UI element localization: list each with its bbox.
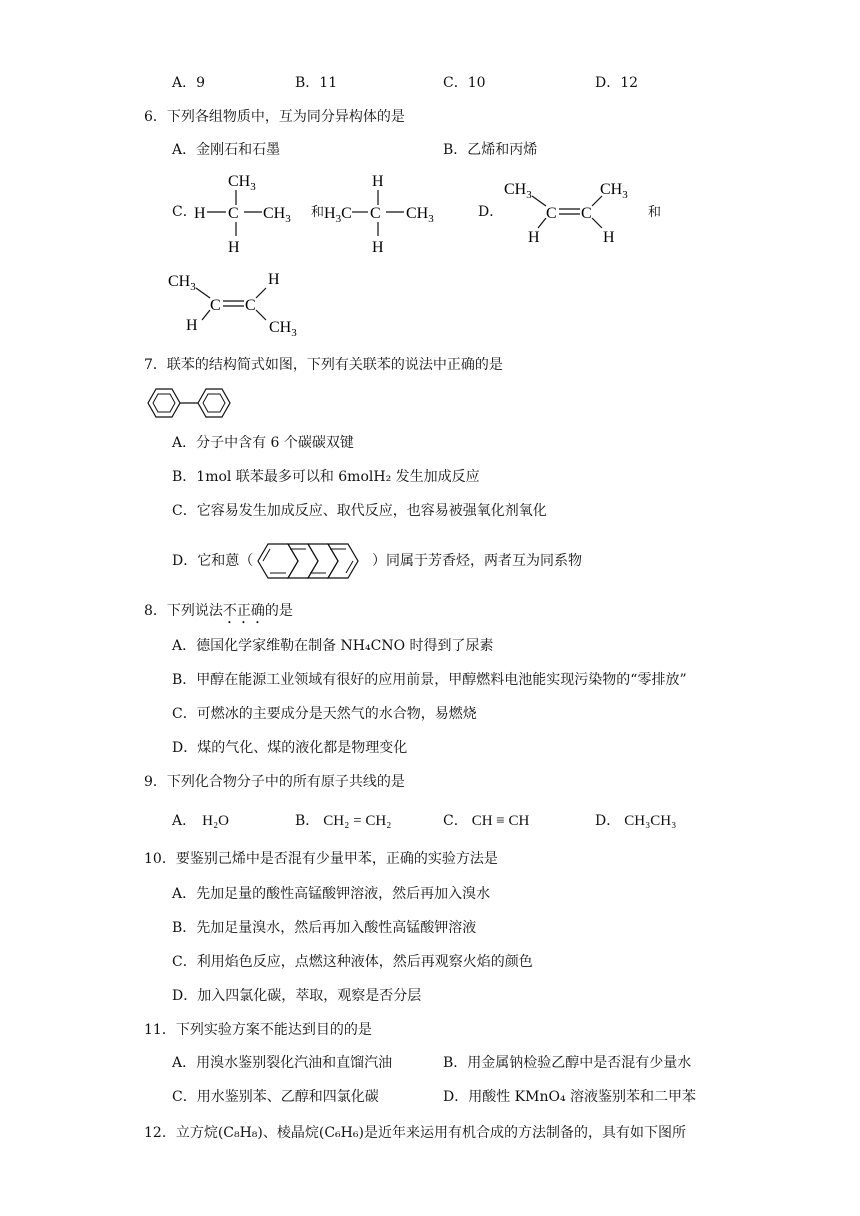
d1-c2-bottom: H: [603, 229, 615, 246]
q11-option-a: A．用溴水鉴别裂化汽油和直馏汽油: [172, 1055, 393, 1071]
q6-and-1: 和: [311, 205, 325, 220]
anthracene-structure: [254, 538, 368, 584]
s2-left: $H_3C$: [324, 205, 352, 225]
q9-d-formula: CH₃CH₃: [624, 813, 677, 829]
q8-stem-emphasis: 不正确: [222, 603, 265, 619]
q9-option-a: [172, 812, 229, 830]
q12-stem: 12．立方烷(C₈H₈)、棱晶烷(C₆H₆)是近年来运用有机合成的方法制备的，具有如下图所: [144, 1125, 686, 1141]
q7-stem: 7．联苯的结构简式如图，下列有关联苯的说法中正确的是: [144, 357, 503, 373]
s2-top: H: [372, 173, 384, 190]
q9-b-label: B．: [295, 813, 320, 829]
d2-atom-1: C: [210, 297, 221, 314]
q6-c-structure-1: [190, 166, 305, 258]
q10-stem: 10．要鉴别己烯中是否混有少量甲苯，正确的实验方法是: [144, 851, 498, 867]
d2-atom-2: C: [245, 297, 256, 314]
q10-option-a: A．先加足量的酸性高锰酸钾溶液，然后再加入溴水: [172, 886, 491, 902]
q6-option-a: A．金刚石和石墨: [172, 142, 281, 158]
s1-right: $CH_3$: [263, 205, 291, 225]
d1-c2-top: $CH_3$: [600, 181, 628, 201]
s2-center: C: [370, 205, 381, 222]
q9-stem: 9．下列化合物分子中的所有原子共线的是: [144, 774, 405, 790]
s1-center: C: [228, 205, 239, 222]
q8-option-b: B．甲醇在能源工业领域有很好的应用前景，甲醇燃料电池能实现污染物的“零排放”: [172, 672, 687, 688]
q6-stem: 6．下列各组物质中，互为同分异构体的是: [144, 109, 405, 125]
q6-c-structure-2: [324, 166, 444, 258]
d1-c1-bottom: H: [528, 229, 540, 246]
d2-c2-top: H: [268, 271, 280, 288]
biphenyl-structure: [142, 383, 238, 423]
d2-c1-top: $CH_3$: [168, 273, 196, 293]
q9-c-label: C．: [443, 813, 468, 829]
q5-option-b: B．11: [295, 75, 338, 91]
q11-option-c: C．用水鉴别苯、乙醇和四氯化碳: [172, 1089, 379, 1105]
s2-right: $CH_3$: [406, 205, 434, 225]
q8-option-a: A．德国化学家维勒在制备 NH₄CNO 时得到了尿素: [172, 638, 494, 654]
d2-c1-bottom: H: [186, 317, 198, 334]
q9-option-c: [443, 812, 529, 830]
q9-a-label: A．: [172, 813, 197, 829]
q8-option-c: C．可燃冰的主要成分是天然气的水合物，易燃烧: [172, 706, 477, 722]
q5-option-c: C．10: [443, 75, 486, 91]
q9-c-formula: CH ≡ CH: [471, 813, 530, 829]
q10-option-b: B．先加足量溴水，然后再加入酸性高锰酸钾溶液: [172, 920, 477, 936]
q6-and-2: 和: [648, 205, 662, 220]
q8-stem-post: 的是: [264, 603, 293, 619]
q9-option-b: [295, 812, 391, 830]
q10-option-d: D．加入四氯化碳，萃取，观察是否分层: [172, 988, 422, 1004]
q6-option-d-label: D．: [478, 204, 504, 220]
d1-atom-1: C: [546, 205, 557, 222]
q6-option-c-label: C．: [172, 204, 197, 220]
q6-option-b: B．乙烯和丙烯: [443, 142, 538, 158]
q7-option-c: C．它容易发生加成反应、取代反应，也容易被强氧化剂氧化: [172, 503, 547, 519]
q9-b-formula: CH₂ = CH₂: [323, 813, 392, 829]
q6-d-structure-1: [502, 174, 642, 248]
s1-left: H: [194, 205, 206, 222]
d1-atom-2: C: [581, 205, 592, 222]
q9-d-label: D．: [595, 813, 621, 829]
d2-c2-bottom: $CH_3$: [269, 319, 297, 339]
q8-option-d: D．煤的气化、煤的液化都是物理变化: [172, 740, 408, 756]
s2-bottom: H: [372, 239, 384, 256]
q6-d-structure-2: [166, 266, 306, 340]
q11-option-d: D．用酸性 KMnO₄ 溶液鉴别苯和二甲苯: [443, 1089, 697, 1105]
s1-bottom: H: [228, 239, 240, 256]
q11-option-b: B．用金属钠检验乙醇中是否混有少量水: [443, 1055, 692, 1071]
q9-option-d: [595, 812, 676, 830]
q7-option-d-pre: D．它和蒽（: [172, 553, 254, 569]
q9-a-formula: H₂O: [202, 813, 230, 829]
q7-option-d-post: ）同属于芳香烃，两者互为同系物: [372, 553, 582, 569]
q8-stem: [144, 602, 293, 627]
s1-top: $CH_3$: [228, 173, 256, 193]
q10-option-c: C．利用焰色反应，点燃这种液体，然后再观察火焰的颜色: [172, 954, 533, 970]
q7-option-a: A．分子中含有 6 个碳碳双键: [172, 435, 354, 451]
q7-option-b: B．1mol 联苯最多可以和 6molH₂ 发生加成反应: [172, 469, 480, 485]
q8-stem-pre: 8．下列说法: [144, 603, 223, 619]
q5-option-d: D．12: [595, 75, 639, 91]
d1-c1-top: $CH_3$: [504, 181, 532, 201]
q5-option-a: A．9: [172, 75, 206, 91]
q11-stem: 11．下列实验方案不能达到目的的是: [144, 1022, 372, 1038]
